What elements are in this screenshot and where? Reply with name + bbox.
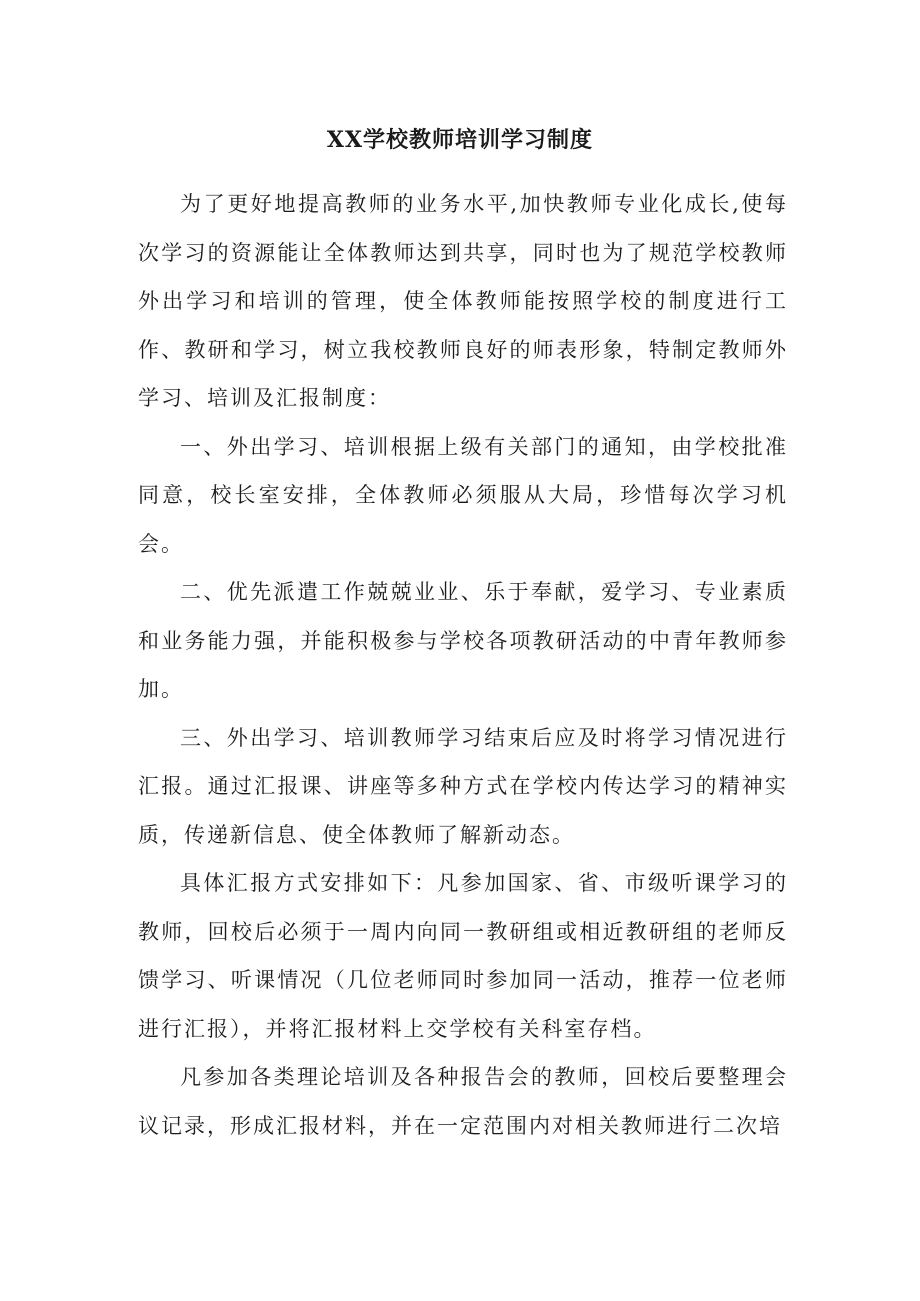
paragraph-rule-2: 二、优先派遣工作兢兢业业、乐于奉献，爱学习、专业素质和业务能力强，并能积极参与学校各项教研活动的中青年教师参加。: [138, 580, 788, 701]
paragraph-rule-1: 一、外出学习、培训根据上级有关部门的通知，由学校批准同意，校长室安排，全体教师必须服从大局，珍惜每次学习机会。: [138, 434, 788, 556]
paragraph-report-method: 具体汇报方式安排如下：凡参加国家、省、市级听课学习的教师，回校后必须于一周内向同一教研组或相近教研组的老师反馈学习、听课情况（几位老师同时参加同一活动，推荐一位老师进行汇报），并将汇报材料上交学校有关科室存档。: [138, 871, 788, 1041]
paragraph-rule-3: 三、外出学习、培训教师学习结束后应及时将学习情况进行汇报。通过汇报课、讲座等多种方式在学校内传达学习的精神实质，传递新信息、使全体教师了解新动态。: [138, 725, 788, 847]
paragraph-intro: 为了更好地提高教师的业务水平,加快教师专业化成长,使每次学习的资源能让全体教师达到共享，同时也为了规范学校教师外出学习和培训的管理，使全体教师能按照学校的制度进行工作、教研和学习，树立我校教师良好的师表形象，特制定教师外学习、培训及汇报制度：: [138, 192, 788, 410]
paragraph-theory-training: 凡参加各类理论培训及各种报告会的教师，回校后要整理会议记录，形成汇报材料，并在一定范围内对相关教师进行二次培: [138, 1065, 788, 1138]
document-title: XX学校教师培训学习制度: [326, 127, 594, 153]
document-body: [138, 180, 788, 1150]
